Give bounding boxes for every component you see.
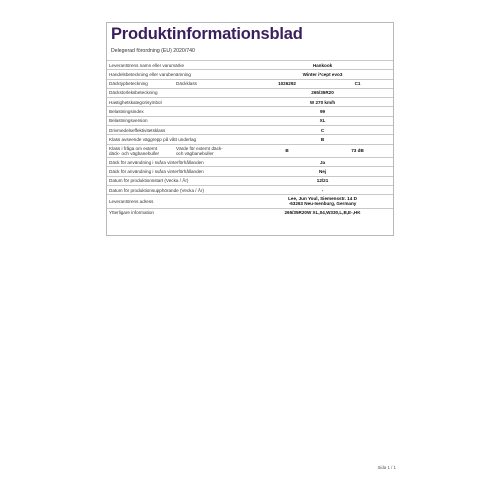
row-snow	[107, 158, 393, 167]
label-noise-class-line2: däck- och vägbanebuller	[109, 150, 160, 156]
label-load-version: Belastningsversion	[107, 116, 252, 125]
value-load-index: 99	[252, 107, 393, 116]
label-tyre-type: Däcktypbeteckning	[107, 79, 174, 88]
value-noise-class: B	[252, 144, 322, 157]
label-production-start: Datum för produktionsstart (Vecka / År)	[107, 176, 252, 185]
label-speed: Hastighetskategorisymbol	[107, 98, 252, 107]
label-noise-value-line1: Värde för externt däck-	[176, 145, 223, 151]
sheet-title: Produktinformationsblad	[111, 25, 303, 43]
row-speed	[107, 98, 393, 107]
label-supplier-name: Leverantörens namn eller varumärke	[107, 61, 252, 70]
label-noise-value-line2: och vägbanebuller	[176, 150, 214, 156]
product-info-table	[107, 60, 393, 217]
row-production-end	[107, 185, 393, 194]
value-production-end: -	[252, 185, 393, 194]
row-supplier-name	[107, 61, 393, 70]
label-ice: Däck för användning i svåra vinterförhållanden	[107, 167, 252, 176]
row-production-start	[107, 176, 393, 185]
row-tyre-type	[107, 79, 393, 88]
row-fuel-efficiency	[107, 126, 393, 135]
value-production-start: 12/21	[252, 176, 393, 185]
label-address: Leverantörens adress	[107, 195, 252, 208]
label-extra-info: Ytterligare information	[107, 208, 252, 217]
row-address	[107, 195, 393, 208]
value-wet-grip: B	[252, 135, 393, 144]
label-load-index: Belastningsindex	[107, 107, 252, 116]
value-extra-info: 265/35R20W XL,04,W330,L,B,E-,HK	[252, 208, 393, 217]
page-number: Sida 1 / 1	[377, 465, 396, 470]
row-extra-info	[107, 208, 393, 217]
value-snow: Ja	[252, 158, 393, 167]
value-tyre-type: 1026292	[252, 79, 322, 88]
label-production-end: Datum för produktionsupphörande (Vecka / År)	[107, 185, 252, 194]
value-noise-db: 73 dB	[322, 144, 393, 157]
row-load-version	[107, 116, 393, 125]
label-snow: Däck för användning i svåra vinterförhållanden	[107, 158, 252, 167]
value-ice: Nej	[252, 167, 393, 176]
label-tyre-class: Däckklass	[174, 79, 252, 88]
label-fuel-efficiency: Drivmedelseffektivitetsklass	[107, 126, 252, 135]
row-trade-name	[107, 70, 393, 79]
label-wet-grip: Klass avseende väggrepp på vått underlag	[107, 135, 252, 144]
label-size: Däckstorleksbeteckning	[107, 88, 252, 97]
row-load-index	[107, 107, 393, 116]
row-noise	[107, 144, 393, 157]
value-address	[252, 195, 393, 208]
value-tyre-class: C1	[322, 79, 393, 88]
value-trade-name: Winter i*cept evo3	[252, 70, 393, 79]
row-size	[107, 88, 393, 97]
product-information-sheet	[106, 22, 394, 236]
label-noise-class	[107, 144, 174, 157]
value-load-version: XL	[252, 116, 393, 125]
value-size: 265/35R20	[252, 88, 393, 97]
value-speed: W 270 km/h	[252, 98, 393, 107]
value-address-line2: -63263 Neu-Isenburg, Germany	[288, 201, 357, 207]
label-noise-class-line1: Klass i fråga om externt	[109, 145, 158, 151]
value-fuel-efficiency: C	[252, 126, 393, 135]
row-ice	[107, 167, 393, 176]
label-trade-name: Handelsbeteckning eller varubenämning	[107, 70, 252, 79]
row-wet-grip	[107, 135, 393, 144]
label-noise-value	[174, 144, 252, 157]
regulation-reference: Delegerad förordning (EU) 2020/740	[111, 48, 195, 54]
value-address-line1: Lee, Jun Youl, Siemensstr. 14 D	[288, 196, 357, 202]
value-supplier-name: Hankook	[252, 61, 393, 70]
